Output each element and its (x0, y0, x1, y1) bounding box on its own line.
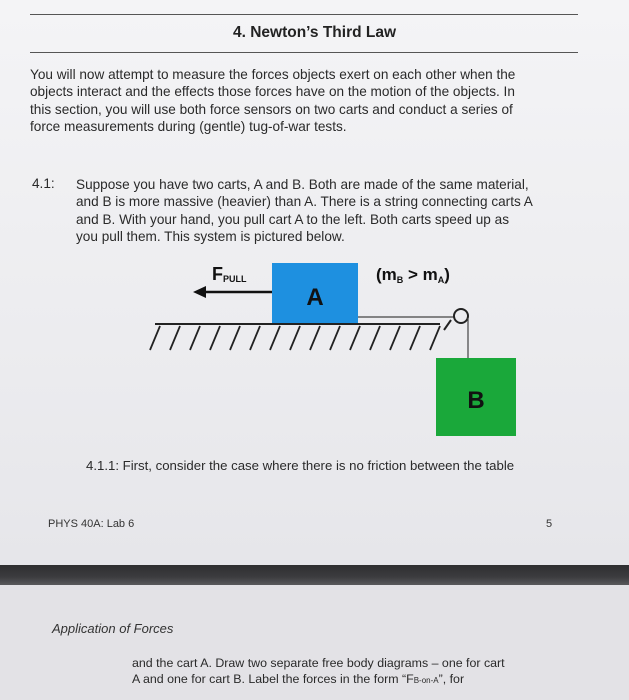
subquestion-text: 4.1.1: First, consider the case where there is no friction between the table (86, 458, 515, 473)
intro-line: force measurements during (gentle) tug-of-war tests. (30, 119, 347, 135)
cart-a-label: A (306, 284, 324, 311)
pulley (454, 309, 468, 323)
table-hatching (150, 326, 440, 350)
next-page-line: A and one for cart B. Label the forces in the form “FB-on-A”, for (132, 671, 465, 686)
page-break-bar (0, 565, 629, 585)
force-pull-label: FPULL (212, 264, 247, 284)
intro-paragraph (30, 66, 582, 136)
mass-relation-label: (mB > mA) (376, 265, 450, 285)
question-line: and B is more massive (heavier) than A. There is a string connecting carts A (76, 194, 533, 210)
next-page (0, 585, 629, 700)
cart-system-diagram (0, 250, 629, 450)
cart-b-label: B (467, 387, 485, 414)
question-text (76, 176, 576, 246)
question-line: and B. With your hand, you pull cart A to the left. Both carts speed up as (76, 211, 509, 227)
pulley-mount (444, 320, 451, 330)
intro-line: You will now attempt to measure the forces objects exert on each other when the (30, 67, 516, 82)
question-line: Suppose you have two carts, A and B. Both are made of the same material, (76, 177, 529, 192)
question-number: 4.1: (32, 176, 55, 191)
pull-arrow-head (193, 286, 206, 298)
intro-line: this section, you will use both force sensors on two carts and conduct a series of (30, 101, 513, 117)
next-page-heading: Application of Forces (52, 621, 174, 636)
section-title: 4. Newton’s Third Law (232, 24, 397, 41)
intro-line: objects interact and the effects those forces have on the motion of the objects. In (30, 84, 515, 100)
question-line: you pull them. This system is pictured below. (76, 229, 345, 245)
footer-page-number: 5 (546, 518, 553, 530)
next-page-line: and the cart A. Draw two separate free body diagrams – one for cart (132, 656, 505, 670)
title-underline (30, 52, 578, 53)
footer-course: PHYS 40A: Lab 6 (48, 518, 135, 530)
next-page-text (132, 656, 562, 688)
top-rule (30, 14, 578, 15)
